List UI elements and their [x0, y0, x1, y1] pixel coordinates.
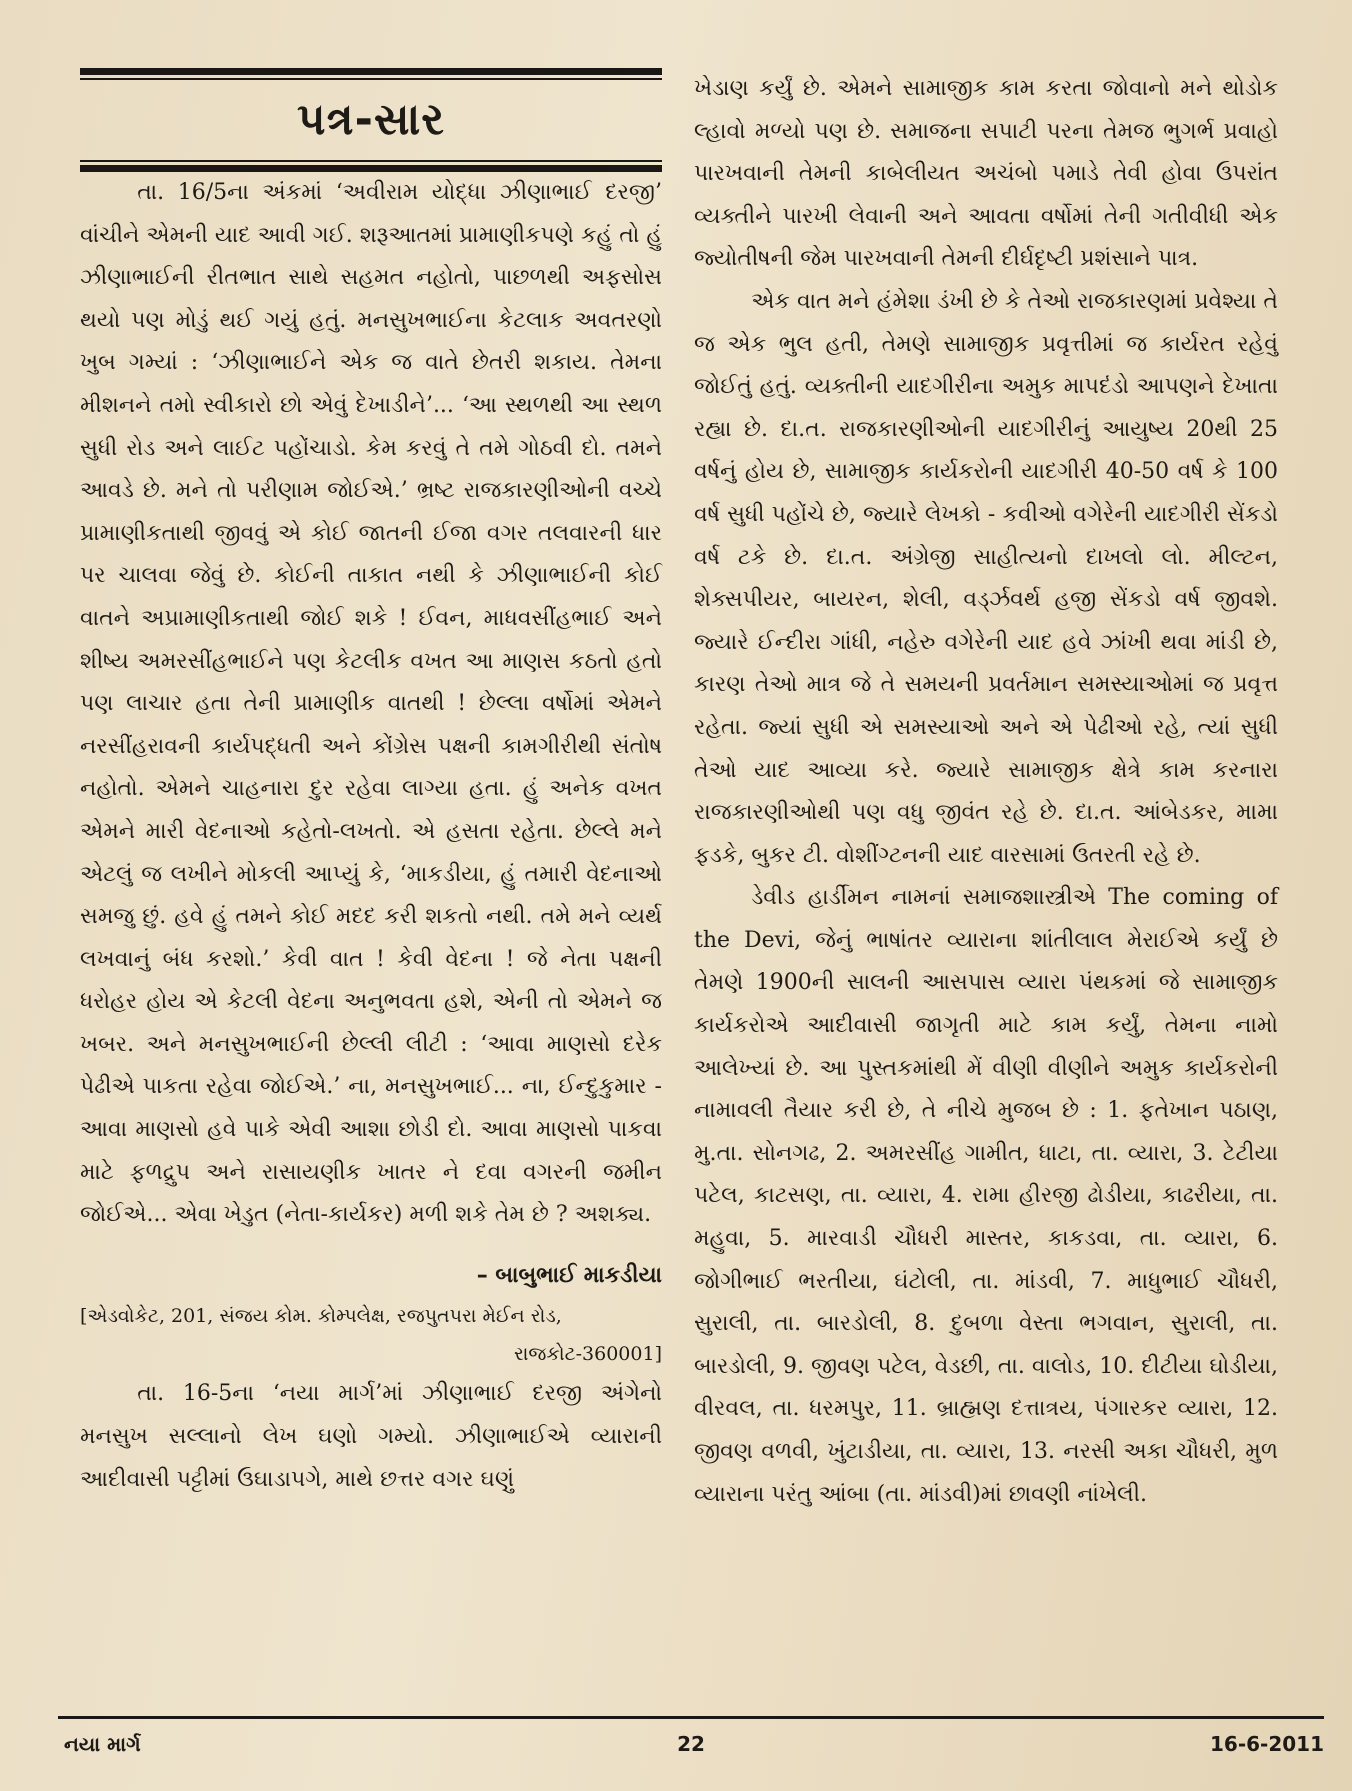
- letter-1-body: તા. 16/5ના અંકમાં ‘અવીરામ યોદ્ધા ઝીણાભાઈ દરજી’ વાંચીને એમની યાદ આવી ગઈ. શરૂઆતમાં પ્રામાણીકપણે કહું તો હું ઝીણાભાઈની રીતભાત સાથે સહમત નહોતો, પાછળથી અફસોસ થયો પણ મોડું થઈ ગયું હતું. મનસુખભાઈના કેટલાક અવતરણો ખુબ ગમ્યાં : ‘ઝીણાભાઈને એક જ વાતે છેતરી શકાય. તેમના મીશનને તમો સ્વીકારો છો એવું દેખાડીને’... ‘આ સ્થળથી આ સ્થળ સુધી રોડ અને લાઈટ પહોંચાડો. કેમ કરવું તે તમે ગોઠવી દો. તમને આવડે છે. મને તો પરીણામ જોઈએ.’ ભ્રષ્ટ રાજકારણીઓની વચ્ચે પ્રામાણીકતાથી જીવવું એ કોઈ જાતની ઈજા વગર તલવારની ધાર પર ચાલવા જેવું છે. કોઈની તાકાત નથી કે ઝીણાભાઈની કોઈ વાતને અપ્રામાણીકતાથી જોઈ શકે ! ઈવન, માધવસીંહભાઈ અને શીષ્ય અમરસીંહભાઈને પણ કેટલીક વખત આ માણસ કઠતો હતો પણ લાચાર હતા તેની પ્રામાણીક વાતથી ! છેલ્લા વર્ષોમાં એમને નરસીંહરાવની કાર્યપદ્ધતી અને કોંગ્રેસ પક્ષની કામગીરીથી સંતોષ નહોતો. એમને ચાહનારા દુર રહેવા લાગ્યા હતા. હું અનેક વખત એમને મારી વેદનાઓ કહેતો-લખતો. એ હસતા રહેતા. છેલ્લે મને એટલું જ લખીને મોકલી આપ્યું કે, ‘માકડીયા, હું તમારી વેદનાઓ સમજુ છું. હવે હું તમને કોઈ મદદ કરી શકતો નથી. તમે મને વ્યર્થ લખવાનું બંધ કરશો.’ કેવી વાત ! કેવી વેદના ! જે નેતા પક્ષની ધરોહર હોય એ કેટલી વેદના અનુભવતા હશે, એની તો એમને જ ખબર. અને મનસુખભાઈની છેલ્લી લીટી : ‘આવા માણસો દરેક પેઢીએ પાકતા રહેવા જોઈએ.’ ના, મનસુખભાઈ... ના, ઈન્દુકુમાર - આવા માણસો હવે પાકે એવી આશા છોડી દો. આવા માણસો પાકવા માટે ફળદ્રુપ અને રાસાયણીક ખાતર ને દવા વગરની જમીન જોઈએ... એવા ખેડુત (નેતા-કાર્યકર) મળી શકે તેમ છે ? અશક્ય.: [80, 180, 662, 1228]
- footer-publication: નયા માર્ગ: [64, 1732, 141, 1756]
- title-top-rule: [80, 68, 662, 75]
- letter-1-signature: – બાબુભાઈ માકડીયા: [476, 1262, 662, 1288]
- footer-rule: [58, 1716, 1324, 1719]
- title-bottom-thin-rule: [80, 160, 662, 162]
- address-line-1: [એડવોકેટ, 201, સંજય કોમ. કોમ્પલેક્ષ, રજપુતપરા મેઈન રોડ,: [80, 1305, 562, 1328]
- right-column: [694, 68, 1278, 1516]
- letter-2-body-start: તા. 16-5ના ‘નયા માર્ગ’માં ઝીણાભાઈ દરજી અંગેનો મનસુખ સલ્લાનો લેખ ઘણો ગમ્યો. ઝીણાભાઈએ વ્યારાની આદીવાસી પટ્ટીમાં ઉઘાડાપગે, માથે છત્તર વગર ઘણું: [80, 1381, 662, 1492]
- title-block: [80, 68, 662, 172]
- letter-2-paragraph-3: ડેવીડ હાર્ડીમન નામનાં સમાજશાસ્ત્રીએ The coming of the Devi, જેનું ભાષાંતર વ્યારાના શાંતીલાલ મેરાઈએ કર્યું છે તેમણે 1900ની સાલની આસપાસ વ્યારા પંથકમાં જે સામાજીક કાર્યકરોએ આદીવાસી જાગૃતી માટે કામ કર્યું, તેમના નામો આલેખ્યાં છે. આ પુસ્તકમાંથી મેં વીણી વીણીને અમુક કાર્યકરોની નામાવલી તૈયાર કરી છે, તે નીચે મુજબ છે : 1. ફતેખાન પઠાણ, મુ.તા. સોનગઢ, 2. અમરસીંહ ગામીત, ધાટા, તા. વ્યારા, 3. ટેટીયા પટેલ, કાટસણ, તા. વ્યારા, 4. રામા હીરજી ઢોડીયા, કાઢરીયા, તા. મહુવા, 5. મારવાડી ચૌધરી માસ્તર, કાકડવા, તા. વ્યારા, 6. જોગીભાઈ ભરતીયા, ઘંટોલી, તા. માંડવી, 7. માધુભાઈ ચૌધરી, સુરાલી, તા. બારડોલી, 8. દુબળા વેસ્તા ભગવાન, સુરાલી, તા. બારડોલી, 9. જીવણ પટેલ, વેડછી, તા. વાલોડ, 10. દીટીયા ઘોડીયા, વીરવલ, તા. ધરમપુર, 11. બ્રાહ્મણ દત્તાત્રય, પંગારકર વ્યારા, 12. જીવણ વળવી, ખુંટાડીયા, તા. વ્યારા, 13. નરસી અકા ચૌધરી, મુળ વ્યારાના પરંતુ આંબા (તા. માંડવી)માં છાવણી નાંખેલી.: [694, 885, 1278, 1507]
- letter-2-continuation: ખેડાણ કર્યું છે. એમને સામાજીક કામ કરતા જોવાનો મને થોડોક લ્હાવો મળ્યો પણ છે. સમાજના સપાટી પરના તેમજ ભુગર્ભ પ્રવાહો પારખવાની તેમની કાબેલીયત અચંબો પમાડે તેવી હોવા ઉપરાંત વ્યક્તીને પારખી લેવાની અને આવતા વર્ષોમાં તેની ગતીવીધી એક જ્યોતીષની જેમ પારખવાની તેમની દીર્ઘદૃષ્ટી પ્રશંસાને પાત્ર.: [694, 76, 1278, 272]
- page-title: પત્ર-સાર: [296, 94, 446, 145]
- left-column: [80, 68, 662, 1501]
- address-line-2: રાજકોટ-360001]: [513, 1343, 662, 1366]
- title-bottom-rule: [80, 165, 662, 172]
- page-footer: [58, 1726, 1324, 1762]
- letter-2-paragraph-2: એક વાત મને હંમેશા ડંખી છે કે તેઓ રાજકારણમાં પ્રવેશ્યા તે જ એક ભુલ હતી, તેમણે સામાજીક પ્રવૃત્તીમાં જ કાર્યરત રહેવું જોઈતું હતું. વ્યક્તીની યાદગીરીના અમુક માપદંડો આપણને દેખાતા રહ્યા છે. દા.ત. રાજકારણીઓની યાદગીરીનું આયુષ્ય 20થી 25 વર્ષનું હોય છે, સામાજીક કાર્યકરોની યાદગીરી 40-50 વર્ષ કે 100 વર્ષ સુધી પહોંચે છે, જ્યારે લેખકો - કવીઓ વગેરેની યાદગીરી સેંકડો વર્ષ ટકે છે. દા.ત. અંગ્રેજી સાહીત્યનો દાખલો લો. મીલ્ટન, શેક્સપીયર, બાયરન, શેલી, વર્ડ્ઝવર્થ હજી સેંકડો વર્ષ જીવશે. જ્યારે ઈન્દીરા ગાંધી, નહેરુ વગેરેની યાદ હવે ઝાંખી થવા માંડી છે, કારણ તેઓ માત્ર જે તે સમયની પ્રવર્તમાન સમસ્યાઓમાં જ પ્રવૃત્ત રહેતા. જ્યાં સુધી એ સમસ્યાઓ અને એ પેઢીઓ રહે, ત્યાં સુધી તેઓ યાદ આવ્યા કરે. જ્યારે સામાજીક ક્ષેત્રે કામ કરનારા રાજકારણીઓથી પણ વધુ જીવંત રહે છે. દા.ત. આંબેડકર, મામા ફડકે, બુકર ટી. વોશીંગ્ટનની યાદ વારસામાં ઉતરતી રહે છે.: [694, 288, 1278, 868]
- footer-page-number: 22: [677, 1732, 705, 1756]
- footer-date: 16-6-2011: [1209, 1732, 1324, 1756]
- letter-1-address: [80, 1297, 662, 1373]
